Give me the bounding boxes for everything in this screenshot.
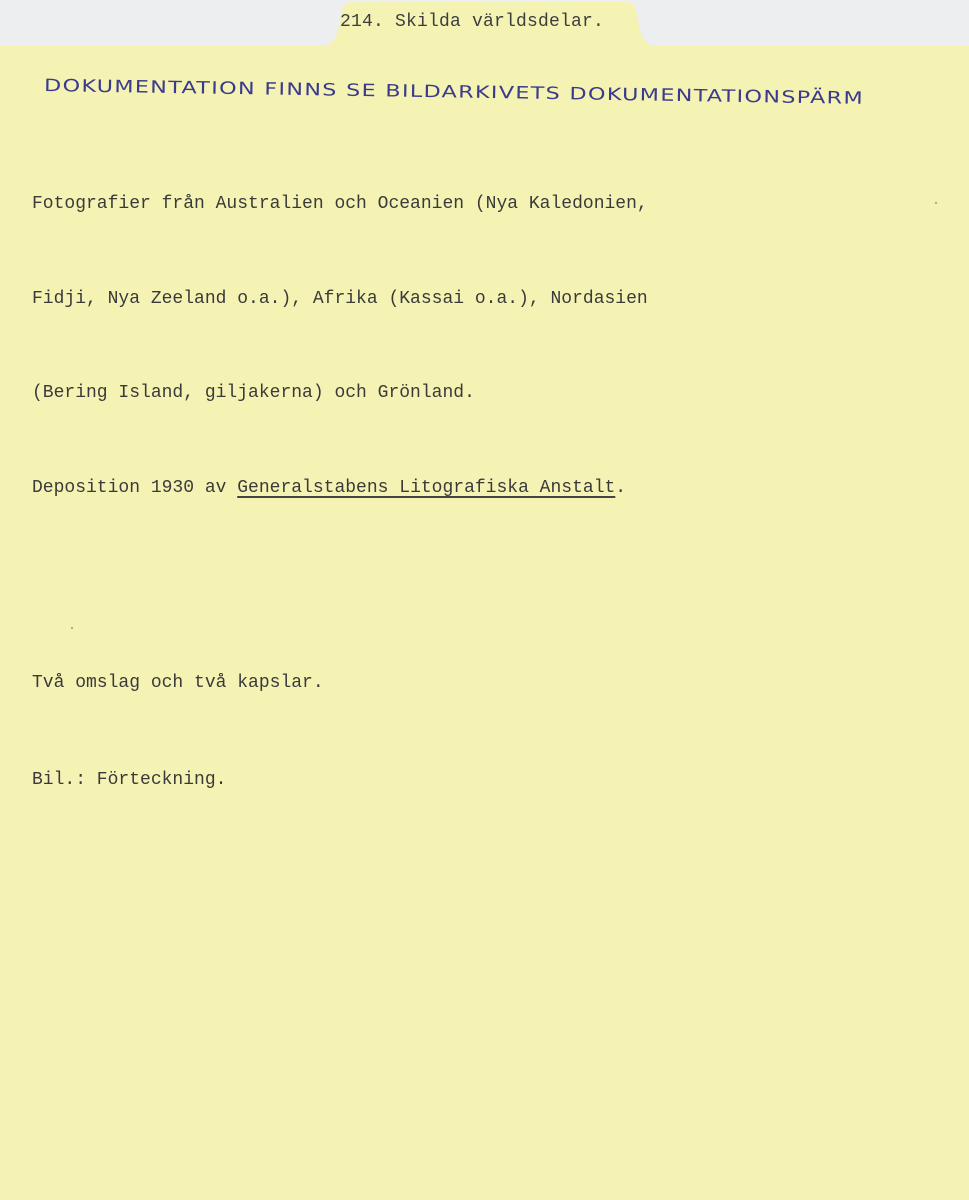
tab-label: 214. Skilda världsdelar.: [340, 12, 605, 32]
extent-line: Två omslag och två kapslar.: [32, 673, 324, 693]
description-line-3: (Bering Island, giljakerna) och Grönland.: [32, 383, 475, 403]
description-line-1: Fotografier från Australien och Oceanien (Nya Kaledonien,: [32, 194, 648, 214]
description-line-2: Fidji, Nya Zeeland o.a.), Afrika (Kassai o.a.), Nordasien: [32, 288, 648, 309]
handwritten-note: [0, 0, 969, 130]
paper-speck: [935, 202, 937, 204]
depositor-name: Generalstabens Litografiska Anstalt: [237, 477, 616, 498]
deposition-suffix: .: [615, 477, 627, 498]
paragraph-gap: [32, 567, 648, 605]
description-line-4: [32, 473, 648, 505]
card-description: [32, 126, 648, 859]
deposition-prefix: Deposition 1930 av: [32, 477, 238, 498]
handwritten-note-text: DOKUMENTATION FINNS SE BILDARKIVETS DOKUMENTATIONSPÄRM: [43, 76, 670, 106]
attachment-line: Bil.: Förteckning.: [32, 769, 227, 790]
